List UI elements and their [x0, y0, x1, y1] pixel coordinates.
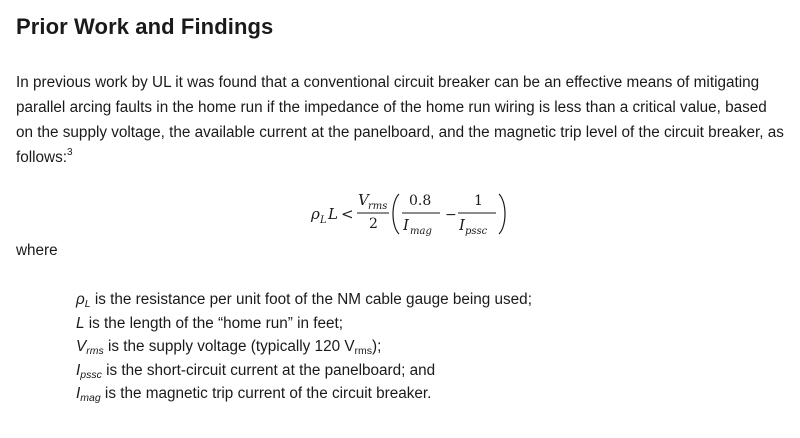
- breaker-impedance-formula: [308, 183, 530, 245]
- where-label: where: [16, 242, 58, 259]
- definition-imag: [76, 382, 532, 406]
- variable-definitions: [76, 288, 532, 406]
- formula-outer-denominator: 2: [369, 216, 378, 232]
- definition-symbol: I: [76, 361, 81, 379]
- definition-symbol-sub: rms: [86, 345, 104, 357]
- footnote-marker: 3: [67, 147, 73, 158]
- definition-symbol-sub: pssc: [80, 368, 102, 381]
- intro-paragraph: [16, 70, 788, 170]
- formula-less-than: <: [341, 205, 354, 223]
- definition-text: is the supply voltage (typically 120 V: [103, 338, 355, 355]
- paragraph-text: In previous work by UL it was found that a conventional circuit breaker can be an effective means of mitigating parallel arcing faults in the home run if the impedance of the home run wiring is less than a critical value, based on the supply voltage, the available current at the panelboard, and the magnetic trip level of the circuit breaker, as follows:: [16, 74, 784, 166]
- formula-right-paren: [499, 194, 505, 234]
- definition-text: is the resistance per unit foot of the NM cable gauge being used;: [90, 291, 532, 308]
- formula-lhs-length: L: [328, 205, 338, 223]
- definition-symbol-sub: L: [84, 298, 91, 310]
- formula-lhs-rho-sub: L: [320, 215, 327, 226]
- definition-unit-sub: rms: [354, 345, 373, 357]
- formula-lhs-rho: ρ: [311, 205, 320, 223]
- formula-term1-denominator: I: [403, 216, 409, 234]
- definition-text: is the short-circuit current at the panelboard; and: [101, 361, 436, 379]
- section-heading: Prior Work and Findings: [16, 14, 274, 39]
- definition-text-tail: );: [372, 338, 382, 355]
- definition-text: is the magnetic trip current of the circuit breaker.: [100, 385, 432, 402]
- formula-term1-numerator: 0.8: [409, 193, 432, 209]
- definition-symbol: I: [76, 385, 81, 402]
- definition-symbol: ρ: [76, 291, 85, 308]
- definition-rho: [76, 288, 532, 312]
- definition-length: [76, 312, 532, 336]
- formula-left-paren: [393, 194, 399, 234]
- definition-symbol: L: [76, 314, 85, 332]
- formula-term1-denominator-sub: mag: [410, 226, 432, 237]
- formula-vrms-symbol: V: [358, 191, 369, 209]
- definition-symbol: V: [76, 338, 87, 355]
- formula-term2-denominator-sub: pssc: [465, 226, 488, 237]
- definition-text: is the length of the “home run” in feet;: [84, 314, 344, 332]
- formula-term2-numerator: 1: [474, 193, 483, 209]
- definition-ipssc: [76, 359, 532, 383]
- formula-vrms-sub: rms: [368, 201, 388, 212]
- definition-symbol-sub: mag: [80, 392, 101, 404]
- formula-term2-denominator: I: [459, 216, 465, 234]
- formula-minus: −: [445, 207, 457, 223]
- definition-vrms: [76, 335, 532, 359]
